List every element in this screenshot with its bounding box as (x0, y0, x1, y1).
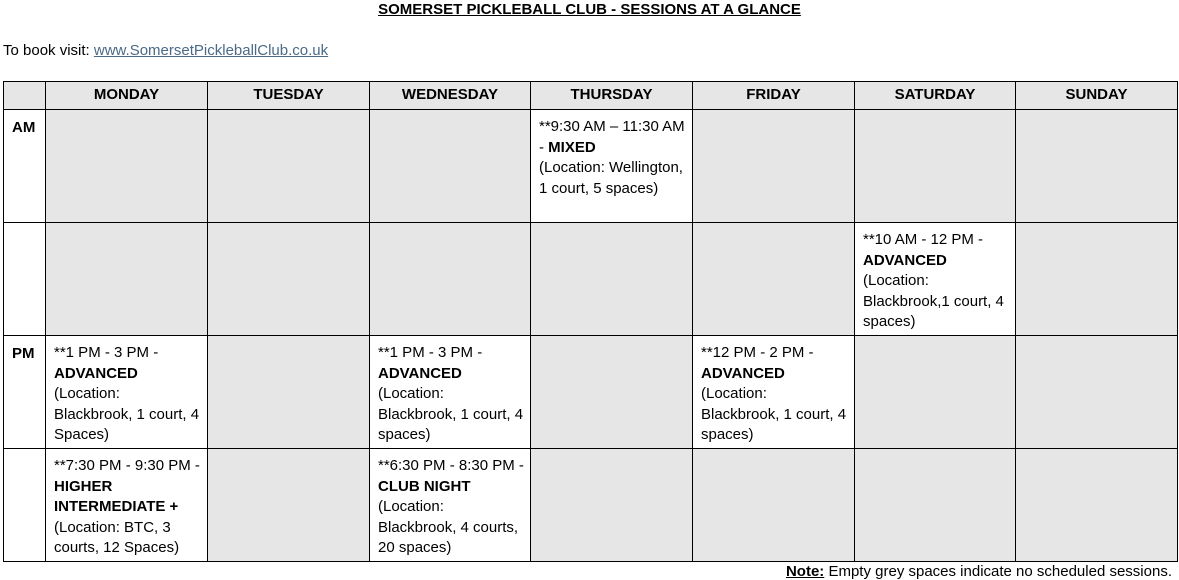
session-time: **10 AM - 12 PM - (863, 231, 984, 248)
empty-cell (46, 223, 208, 336)
empty-cell (370, 223, 531, 336)
empty-cell (531, 223, 693, 336)
table-row (4, 336, 1178, 449)
session-time: **7:30 PM - 9:30 PM - (54, 457, 200, 474)
empty-cell (208, 336, 370, 449)
empty-cell (1016, 336, 1178, 449)
empty-cell (531, 336, 693, 449)
booking-prefix: To book visit: (3, 42, 94, 59)
row-label-am: AM (4, 110, 46, 223)
session-time: **12 PM - 2 PM - (701, 344, 814, 361)
footer-note (786, 563, 1172, 580)
empty-cell (1016, 110, 1178, 223)
table-row (4, 449, 1178, 562)
day-header-saturday: SATURDAY (855, 82, 1016, 110)
session-location: (Location: BTC, 3 courts, 12 Spaces) (54, 518, 180, 556)
empty-cell (855, 336, 1016, 449)
session-time: **1 PM - 3 PM - (378, 344, 483, 361)
empty-cell (693, 110, 855, 223)
session-cell-friday-pm (693, 336, 855, 449)
session-location: (Location: Blackbrook, 1 court, 4 spaces) (701, 385, 847, 443)
session-cell-wednesday-evening (370, 449, 531, 562)
session-level: ADVANCED (863, 251, 947, 269)
header-row (4, 82, 1178, 110)
note-text: Empty grey spaces indicate no scheduled sessions. (824, 563, 1172, 580)
session-time: **1 PM - 3 PM - (54, 344, 159, 361)
session-level: ADVANCED (378, 364, 462, 382)
session-level: ADVANCED (54, 364, 138, 382)
day-header-tuesday: TUESDAY (208, 82, 370, 110)
row-label-pm: PM (4, 336, 46, 449)
session-location: (Location: Blackbrook, 1 court, 4 Spaces) (54, 385, 200, 443)
booking-link[interactable]: www.SomersetPickleballClub.co.uk (93, 42, 329, 59)
day-header-wednesday: WEDNESDAY (370, 82, 531, 110)
empty-cell (855, 449, 1016, 562)
session-level: ADVANCED (701, 364, 785, 382)
table-row (4, 110, 1178, 223)
session-location: (Location: Blackbrook, 4 courts, 20 spaces) (378, 498, 519, 556)
page-title: SOMERSET PICKLEBALL CLUB - SESSIONS AT A GLANCE (378, 1, 801, 18)
session-cell-wednesday-pm (370, 336, 531, 449)
session-cell-saturday-am (855, 223, 1016, 336)
session-level: HIGHER INTERMEDIATE + (54, 477, 179, 515)
session-location: (Location: Blackbrook, 1 court, 4 spaces) (378, 385, 524, 443)
empty-cell (1016, 223, 1178, 336)
empty-cell (208, 223, 370, 336)
row-label-pm-2 (4, 449, 46, 562)
session-location: (Location: Wellington, 1 court, 5 spaces) (539, 159, 683, 197)
table-row (4, 223, 1178, 336)
row-label-am-2 (4, 223, 46, 336)
empty-cell (1016, 449, 1178, 562)
day-header-sunday: SUNDAY (1016, 82, 1178, 110)
session-level: MIXED (548, 138, 596, 156)
empty-cell (370, 110, 531, 223)
empty-cell (46, 110, 208, 223)
empty-cell (208, 449, 370, 562)
session-cell-thursday-am (531, 110, 693, 223)
day-header-friday: FRIDAY (693, 82, 855, 110)
day-header-thursday: THURSDAY (531, 82, 693, 110)
session-location: (Location: Blackbrook,1 court, 4 spaces) (863, 272, 1004, 330)
empty-cell (693, 223, 855, 336)
session-cell-monday-evening (46, 449, 208, 562)
booking-line (3, 42, 328, 59)
sessions-table (3, 81, 1178, 562)
empty-cell (855, 110, 1016, 223)
session-level: CLUB NIGHT (378, 477, 471, 495)
session-time: **9:30 AM – 11:30 AM - (539, 118, 685, 156)
empty-cell (208, 110, 370, 223)
session-time: **6:30 PM - 8:30 PM - (378, 457, 524, 474)
day-header-monday: MONDAY (46, 82, 208, 110)
session-cell-monday-pm (46, 336, 208, 449)
corner-cell (4, 82, 46, 110)
note-label: Note: (785, 563, 825, 580)
empty-cell (693, 449, 855, 562)
empty-cell (531, 449, 693, 562)
